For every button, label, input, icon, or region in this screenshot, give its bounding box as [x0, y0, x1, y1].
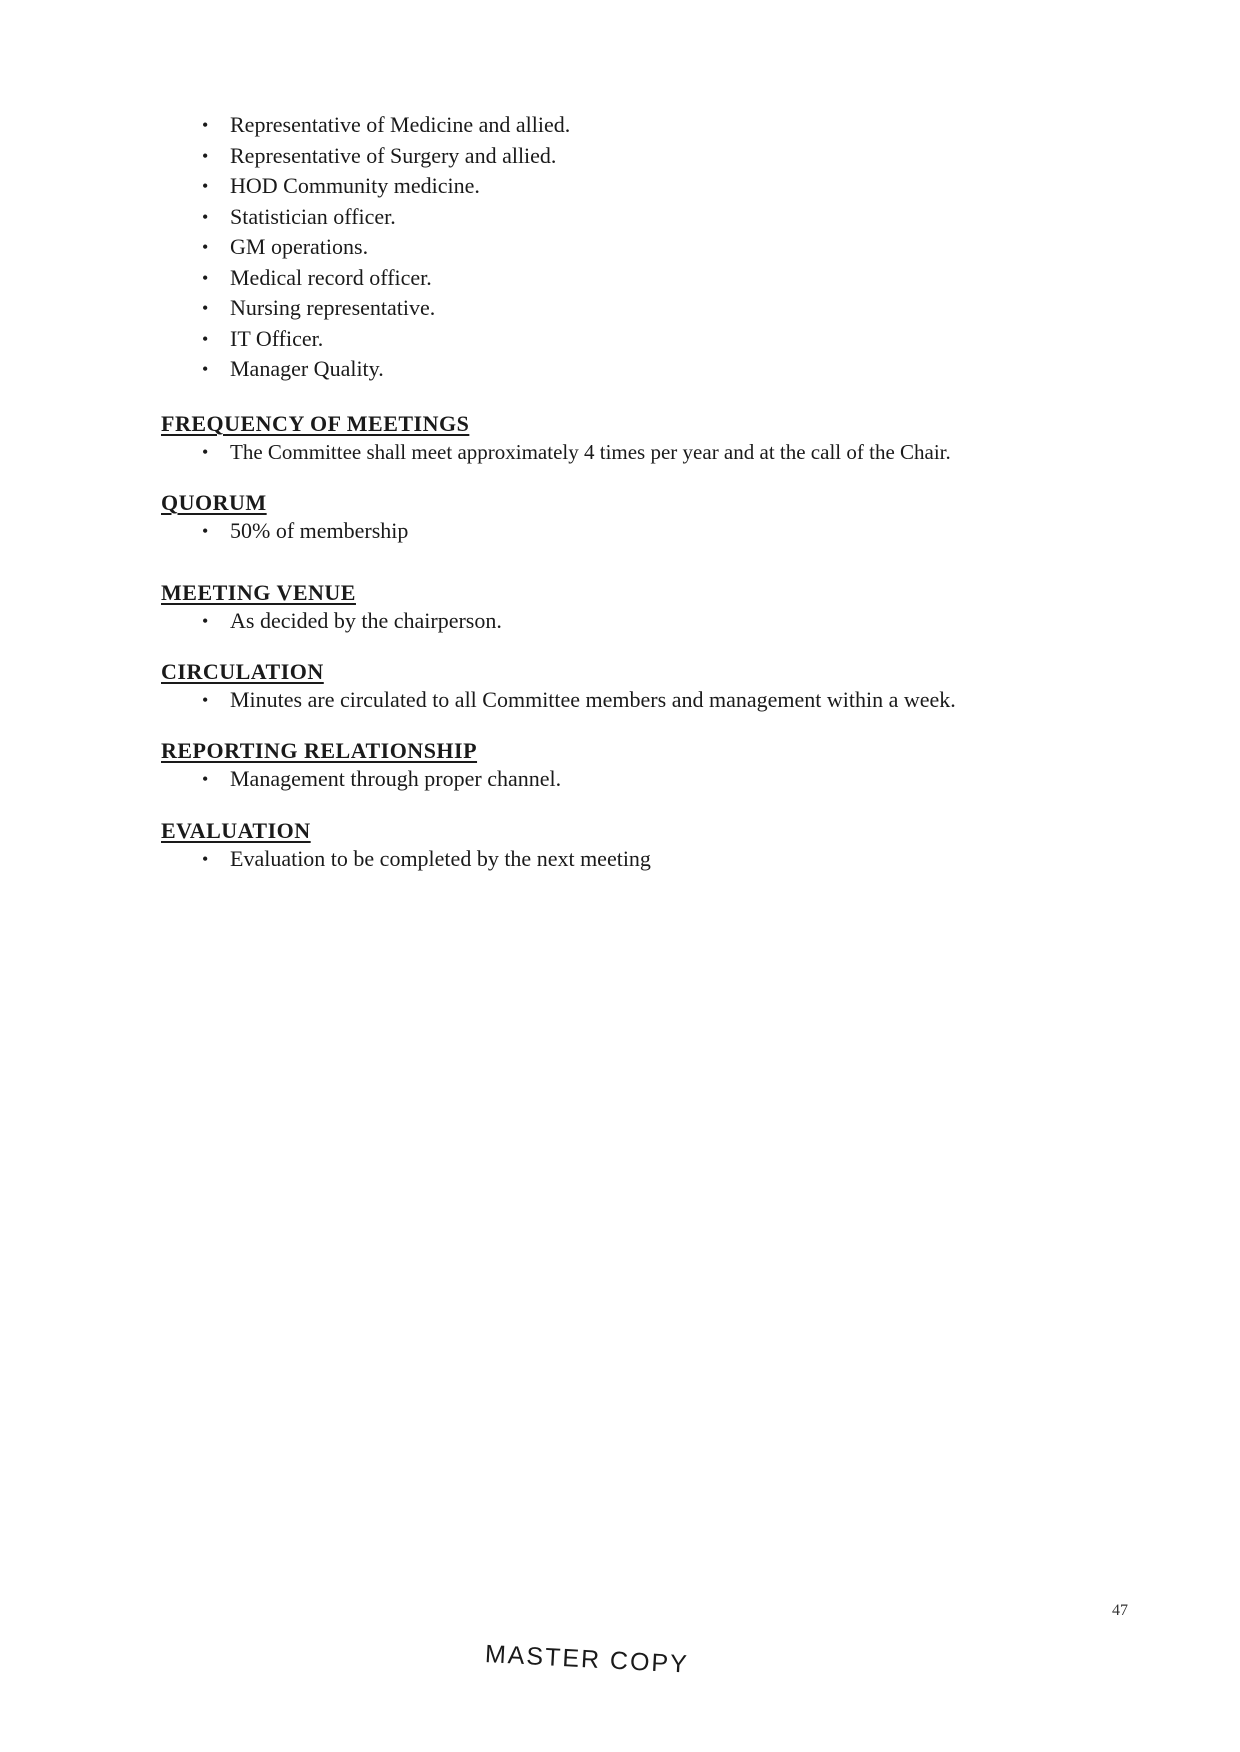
list-item	[202, 324, 570, 355]
section-item-text: 50% of membership	[230, 518, 409, 543]
bullet-icon: •	[202, 442, 209, 462]
section-item-text: Management through proper channel.	[230, 766, 562, 791]
section-item	[202, 606, 502, 636]
section-heading: EVALUATION	[161, 818, 311, 843]
bullet-icon: •	[202, 145, 209, 166]
list-item	[202, 354, 570, 385]
bullet-icon: •	[202, 690, 209, 710]
section-quorum	[161, 490, 408, 546]
bullet-icon: •	[202, 359, 209, 379]
section-item-text: Minutes are circulated to all Committee members and management within a week.	[230, 687, 956, 712]
list-item	[202, 263, 570, 294]
section-item	[202, 437, 951, 467]
member-text: Medical record officer.	[230, 264, 432, 290]
bullet-icon: •	[202, 521, 209, 541]
bullet-icon: •	[202, 611, 209, 631]
member-text: IT Officer.	[230, 325, 324, 351]
section-heading: FREQUENCY OF MEETINGS	[161, 411, 470, 436]
list-item	[202, 293, 570, 324]
bullet-icon: •	[202, 769, 209, 789]
section-venue	[161, 580, 502, 636]
bullet-icon: •	[202, 267, 209, 288]
section-heading: QUORUM	[161, 490, 267, 515]
member-text: Manager Quality.	[230, 356, 384, 381]
member-text: Representative of Surgery and allied.	[230, 142, 557, 168]
section-item	[202, 685, 956, 715]
member-text: Representative of Medicine and allied.	[230, 112, 571, 137]
member-text: Nursing representative.	[230, 295, 436, 320]
section-circulation	[161, 659, 956, 715]
list-item	[202, 141, 570, 172]
list-item	[202, 171, 570, 202]
bullet-icon: •	[202, 298, 209, 318]
list-item	[202, 232, 570, 263]
membership-list	[202, 110, 570, 385]
list-item	[202, 202, 570, 233]
list-item	[202, 110, 570, 141]
section-heading: REPORTING RELATIONSHIP	[161, 738, 478, 763]
member-text: HOD Community medicine.	[230, 173, 480, 198]
section-heading: MEETING VENUE	[161, 580, 356, 605]
section-item	[202, 844, 651, 874]
section-item	[202, 764, 561, 794]
page-number: 47	[1112, 1602, 1128, 1619]
bullet-icon: •	[202, 328, 209, 349]
member-text: GM operations.	[230, 234, 369, 259]
section-item	[202, 516, 408, 546]
bullet-icon: •	[202, 237, 209, 257]
section-frequency	[161, 411, 951, 467]
section-item-text: As decided by the chairperson.	[230, 608, 502, 633]
section-item-text: Evaluation to be completed by the next meeting	[230, 846, 651, 871]
bullet-icon: •	[202, 206, 209, 227]
section-item-text: The Committee shall meet approximately 4 times per year and at the call of the Chair.	[230, 440, 951, 464]
bullet-icon: •	[202, 176, 209, 196]
master-copy-stamp: MASTER COPY	[484, 1640, 690, 1679]
member-text: Statistician officer.	[230, 203, 396, 229]
bullet-icon: •	[202, 115, 209, 135]
section-evaluation	[161, 818, 651, 874]
bullet-icon: •	[202, 849, 209, 869]
section-heading: CIRCULATION	[161, 659, 324, 684]
section-reporting	[161, 738, 561, 794]
